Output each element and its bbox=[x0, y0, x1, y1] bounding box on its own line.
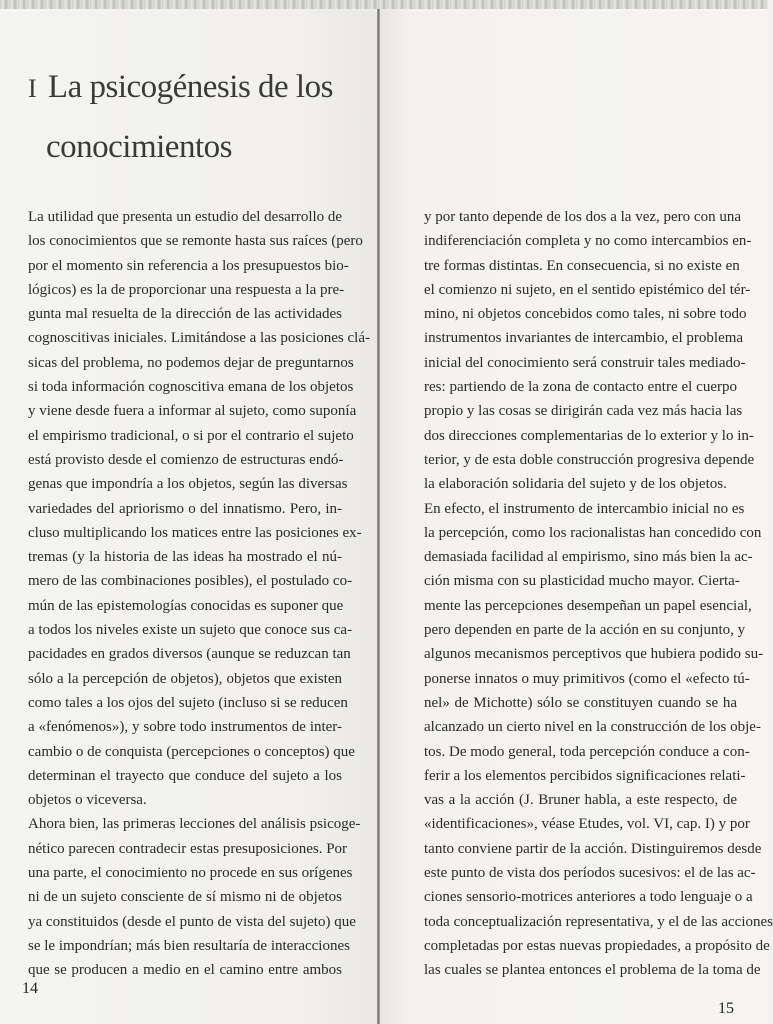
text-line: nel» de Michotte) sólo se constituyen cuando se ha bbox=[424, 694, 737, 711]
text-line: las cuales se plantea entonces el problema de la toma de bbox=[424, 962, 761, 979]
text-line: a todos los niveles existe un sujeto que conoce sus ca- bbox=[28, 622, 353, 639]
text-line: La utilidad que presenta un estudio del desarrollo de bbox=[28, 209, 343, 225]
text-line: ción misma con su plasticidad mucho mayor. Cierta- bbox=[424, 573, 740, 590]
text-line: pero dependen en parte de la acción en su conjunto, y bbox=[424, 622, 746, 639]
chapter-title-line-2: conocimientos bbox=[46, 129, 232, 165]
text-line: los conocimientos que se remonte hasta sus raíces (pero bbox=[28, 233, 363, 250]
text-line: que se producen a medio en el camino entre ambos bbox=[28, 962, 342, 979]
text-line: el comienzo ni sujeto, en el sentido epistémico del tér- bbox=[424, 281, 751, 298]
text-line: dos direcciones complementarias de lo exterior y lo in- bbox=[424, 427, 754, 444]
text-line: si toda información cognoscitiva emana de los objetos bbox=[28, 379, 354, 396]
chapter-number: I bbox=[28, 74, 37, 103]
text-line: genas que impondría a los objetos, según las diversas bbox=[28, 476, 348, 493]
text-line: vas a la acción (J. Bruner habla, a este respecto, de bbox=[424, 792, 737, 809]
page-number-right: 15 bbox=[718, 1000, 734, 1017]
text-line: res: partiendo de la zona de contacto entre el cuerpo bbox=[424, 379, 737, 396]
text-line: mero de las combinaciones posibles), el postulado co- bbox=[28, 573, 353, 590]
text-line: propio y las cosas se dirigirán cada vez más hacia las bbox=[424, 403, 743, 420]
text-line: la percepción, como los racionalistas han concedido con bbox=[424, 524, 762, 541]
text-line: completadas por estas nuevas propiedades, a propósito de bbox=[424, 937, 770, 954]
chapter-title-line-1: La psicogénesis de los bbox=[47, 69, 333, 105]
text-line: sicas del problema, no podemos dejar de preguntarnos bbox=[28, 354, 354, 371]
text-line: Ahora bien, las primeras lecciones del análisis psicoge- bbox=[28, 816, 361, 833]
text-line: demasiada facilidad al empirismo, sino más bien la ac- bbox=[424, 549, 753, 566]
text-line: una parte, el conocimiento no procede en sus orígenes bbox=[28, 865, 353, 882]
page-number-left: 14 bbox=[22, 980, 38, 997]
text-line: este punto de vista dos períodos sucesivos: el de las ac- bbox=[424, 865, 756, 882]
text-line: ciones sensorio-motrices anteriores a todo lenguaje o a bbox=[424, 889, 753, 906]
text-line: está provisto desde el comienzo de estructuras endó- bbox=[28, 451, 344, 468]
text-line: ni de un sujeto consciente de sí mismo ni de objetos bbox=[28, 889, 342, 906]
text-line: instrumentos invariantes de intercambio, el problema bbox=[424, 330, 744, 347]
text-line: ferir a los elementos percibidos significaciones relati- bbox=[424, 767, 746, 784]
text-line: el empirismo tradicional, o si por el contrario el sujeto bbox=[28, 427, 354, 444]
text-line: mino, ni objetos concebidos como tales, ni sobre todo bbox=[424, 306, 747, 323]
text-line: indiferenciación completa y no como intercambios en- bbox=[424, 233, 752, 250]
text-line: la elaboración solidaria del sujeto y de los objetos. bbox=[424, 476, 727, 493]
text-line: «identificaciones», véase Etudes, vol. VI, cap. I) y por bbox=[424, 816, 750, 833]
text-line: mún de las epistemologías conocidas es suponer que bbox=[28, 597, 344, 614]
text-line: tanto conviene partir de la acción. Distinguiremos desde bbox=[424, 840, 762, 857]
text-line: inicial del conocimiento será construir tales mediado- bbox=[424, 354, 746, 371]
text-line: objetos o viceversa. bbox=[28, 792, 147, 809]
text-line: cambio o de conquista (percepciones o conceptos) que bbox=[28, 743, 355, 760]
text-line: como tales a los ojos del sujeto (incluso si se reducen bbox=[28, 694, 348, 711]
text-line: sólo a la percepción de objetos), objetos que existen bbox=[28, 670, 342, 687]
text-line: nético parecen contradecir estas presuposiciones. Por bbox=[28, 840, 348, 857]
text-line: cognoscitivas iniciales. Limitándose a las posiciones clá- bbox=[28, 330, 370, 347]
text-line: cluso multiplicando los matices entre las posiciones ex- bbox=[28, 524, 362, 541]
text-line: algunos mecanismos perceptivos que hubiera podido su- bbox=[424, 646, 764, 663]
text-line: se le impondrían; más bien resultaría de interacciones bbox=[28, 937, 350, 954]
text-line: y por tanto depende de los dos a la vez, pero con una bbox=[424, 209, 741, 225]
chapter-title bbox=[28, 58, 358, 176]
text-line: por el momento sin referencia a los presupuestos bio- bbox=[28, 257, 349, 274]
text-line: gunta mal resuelta de la dirección de las actividades bbox=[28, 306, 342, 323]
text-line: tremas (y la historia de las ideas ha mostrado el nú- bbox=[28, 549, 342, 566]
text-line: lógicos) es la de proporcionar una respuesta a la pre- bbox=[28, 281, 345, 298]
book-gutter bbox=[377, 9, 380, 1024]
text-line: a «fenómenos»), y sobre todo instrumentos de inter- bbox=[28, 719, 342, 736]
text-line: variedades del apriorismo o del innatismo. Pero, in- bbox=[28, 500, 342, 517]
right-text-column bbox=[424, 205, 773, 983]
text-line: alcanzado un cierto nivel en la construcción de los obje- bbox=[424, 719, 761, 736]
text-line: En efecto, el instrumento de intercambio inicial no es bbox=[424, 500, 745, 517]
text-line: terior, y de esta doble construcción progresiva depende bbox=[424, 451, 755, 468]
text-line: mente las percepciones desempeñan un papel esencial, bbox=[424, 597, 752, 614]
text-line: toda conceptualización representativa, y el de las acciones bbox=[424, 913, 773, 930]
text-line: determinan el trayecto que conduce del sujeto a los bbox=[28, 767, 342, 784]
text-line: ponerse innatos o muy primitivos (como el «efecto tú- bbox=[424, 670, 750, 687]
text-line: ya constituidos (desde el punto de vista del sujeto) que bbox=[28, 913, 356, 930]
scan-top-edge bbox=[0, 0, 768, 9]
text-line: tre formas distintas. En consecuencia, si no existe en bbox=[424, 257, 740, 274]
text-line: pacidades en grados diversos (aunque se reduzcan tan bbox=[28, 646, 351, 663]
text-line: tos. De modo general, toda percepción conduce a con- bbox=[424, 743, 750, 760]
text-line: y viene desde fuera a informar al sujeto, como suponía bbox=[28, 403, 357, 420]
left-text-column bbox=[28, 205, 370, 983]
